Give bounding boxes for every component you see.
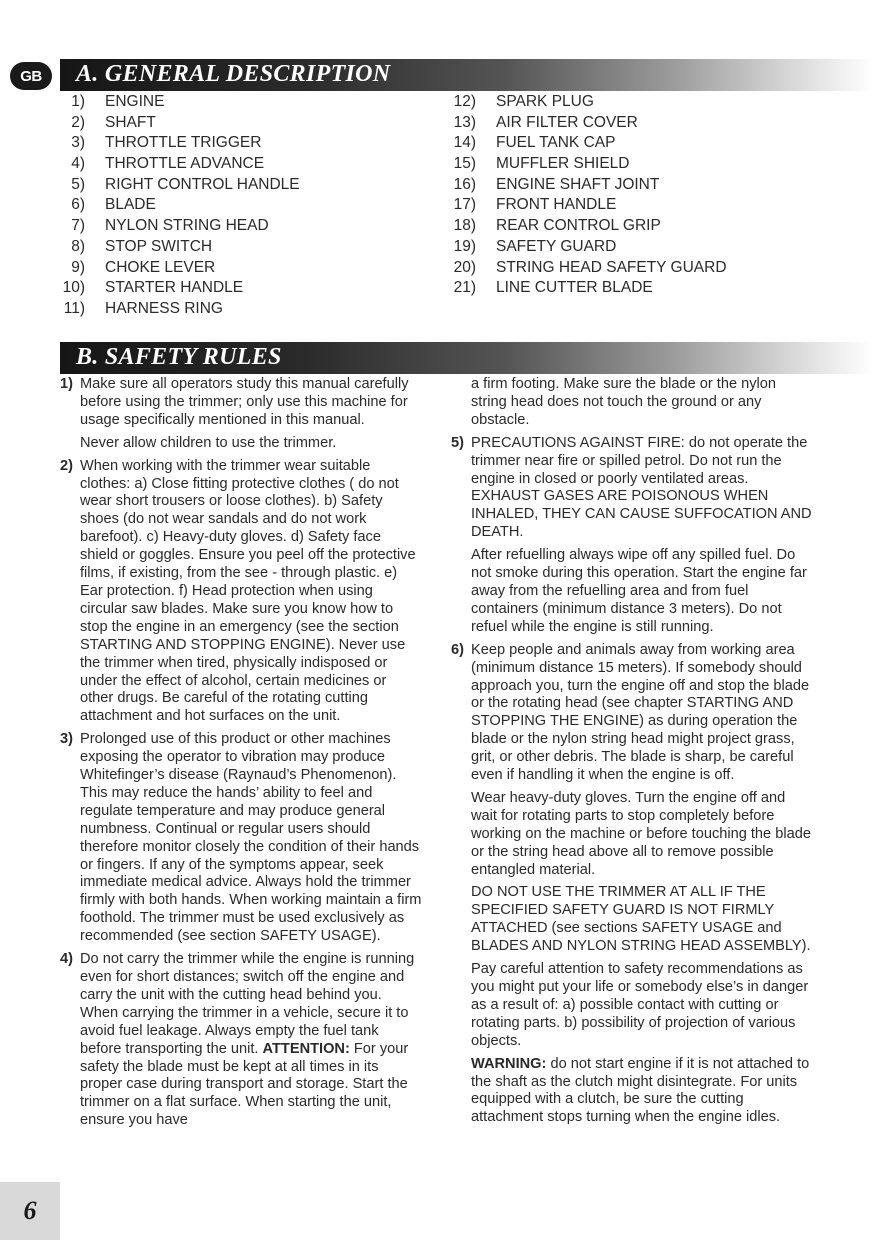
rule-paragraph: When working with the trimmer wear suitable clothes: a) Close fitting protective clothes ( do not wear short trousers or loose clothes). b) Safety shoes (do not wear sandals and do not work barefoot). c) Heavy-duty gloves. d) Safety face shield or goggles. Ensure you peel off the protective films, if existing, from the see - through plastic. e) Ear protection. f) Head protection when using circular saw blades. Make sure you know how to stop the engine in an emergency (see the section STARTING AND STOPPING ENGINE). Never use the trimmer when tired, physically indisposed or under the effect of alcohol, certain medicines or other drugs. Be careful of the rotating cutting attachment and hot surfaces on the unit. [80, 457, 416, 725]
part-item [60, 113, 440, 134]
rule-paragraph [471, 1056, 813, 1128]
part-number: 2) [71, 113, 85, 131]
part-name: HARNESS RING [105, 299, 223, 317]
part-number: 21) [453, 279, 476, 297]
warning-text: do not start engine if it is not attached to the shaft as the clutch might disintegrate. For units equipped with a clutch, be sure the cutting attachment stops turning when the engine idles. [471, 1055, 810, 1126]
rule-text: Do not carry the trimmer while the engine is running even for short distances; switch off the engine and carry the unit with the cutting head behind you. When carrying the trimmer in a vehicle, secure it to avoid fuel leakage. Always empty the fuel tank before transporting the unit. [80, 951, 415, 1057]
section-b-title: B. SAFETY RULES [76, 344, 282, 370]
rules-column-left [60, 376, 422, 1135]
part-number: 8) [71, 237, 85, 255]
part-number: 15) [453, 155, 476, 173]
part-item [60, 237, 440, 258]
rule-4 [60, 951, 422, 1130]
part-number: 6) [71, 196, 85, 214]
rule-4-continued: a firm footing. Make sure the blade or the nylon string head does not touch the ground or any obstacle. [471, 376, 777, 428]
language-badge: GB [10, 62, 52, 90]
rule-paragraph: Prolonged use of this product or other machines exposing the operator to vibration may produce Whitefinger’s disease (Raynaud’s Phenomenon). This may reduce the hands’ ability to feel and regulate temperature and may produce general numbness. Continual or regular users should therefore monitor closely the condition of their hands or fingers. If any of the symptoms appear, seek immediate medical advice. Always hold the trimmer firmly with both hands. When working maintain a firm foothold. The trimmer must be used exclusively as recommended (see section SAFETY USAGE). [80, 731, 422, 945]
rule-number: 3) [60, 731, 73, 748]
rule-5 [451, 435, 813, 637]
part-number: 17) [453, 196, 476, 214]
part-name: RIGHT CONTROL HANDLE [105, 175, 300, 193]
part-name: AIR FILTER COVER [496, 113, 638, 131]
part-number: 7) [71, 217, 85, 235]
part-item [451, 258, 831, 279]
part-item [60, 278, 440, 299]
part-name: THROTTLE ADVANCE [105, 155, 265, 173]
part-name: MUFFLER SHIELD [496, 155, 630, 173]
rule-number: 5) [451, 434, 464, 451]
part-number: 11) [63, 299, 85, 317]
rule-number: 2) [60, 457, 73, 474]
part-item [60, 175, 440, 196]
rule-paragraph: Wear heavy-duty gloves. Turn the engine off and wait for rotating parts to stop completely before working on the machine or before touching the blade or the string head above all to remove possible entangled material. [471, 789, 811, 878]
parts-list-left [60, 92, 440, 320]
part-name: FUEL TANK CAP [496, 134, 616, 152]
part-number: 10) [62, 279, 85, 297]
part-name: SAFETY GUARD [496, 237, 617, 255]
part-item [451, 92, 831, 113]
page-number: 6 [23, 1196, 37, 1225]
rule-1 [60, 376, 422, 453]
attention-text: For your safety the blade must be kept at all times in its proper case during transport and storage. Start the trimmer on a flat surface. When starting the unit, ensure you have [80, 1040, 409, 1129]
rule-number: 4) [60, 951, 73, 968]
part-number: 20) [453, 258, 476, 276]
rule-number: 1) [60, 376, 73, 392]
part-number: 3) [71, 134, 85, 152]
part-item [60, 299, 440, 320]
part-name: STARTER HANDLE [105, 279, 244, 297]
warning-label: WARNING: [471, 1055, 547, 1072]
part-item [60, 195, 440, 216]
part-item [451, 237, 831, 258]
rule-paragraph: Make sure all operators study this manual carefully before using the trimmer; only use this machine for usage specifically mentioned in this manual. [80, 376, 409, 428]
rule-3 [60, 731, 422, 946]
rule-number: 6) [451, 641, 464, 658]
rule-paragraph: Never allow children to use the trimmer. [80, 434, 337, 451]
part-number: 4) [71, 155, 85, 173]
section-a-title: A. GENERAL DESCRIPTION [76, 61, 391, 87]
part-number: 1) [71, 93, 85, 110]
part-item [60, 133, 440, 154]
part-item [451, 278, 831, 299]
part-name: LINE CUTTER BLADE [496, 279, 653, 297]
page-number-box [0, 1182, 60, 1240]
rule-paragraph: PRECAUTIONS AGAINST FIRE: do not operate the trimmer near fire or spilled petrol. Do not run the engine in closed or poorly ventilated areas. EXHAUST GASES ARE POISONOUS WHEN INHALED, THEY CAN CAUSE SUFFOCATION AND DEATH. [471, 434, 812, 541]
part-item [451, 175, 831, 196]
part-item [451, 113, 831, 134]
part-name: SHAFT [105, 113, 156, 131]
rule-paragraph: Keep people and animals away from working area (minimum distance 15 meters). If somebody should approach you, turn the engine off and stop the blade or the rotating head (see chapter STARTING AND STOPPING THE ENGINE) as during operation the blade or the nylon string head might project grass, grit, or other debris. The blade is sharp, be careful even if handling it when the engine is off. [471, 641, 810, 784]
attention-label: ATTENTION: [262, 1040, 350, 1057]
rule-paragraph: Pay careful attention to safety recommendations as you might put your life or somebody else’s in danger as a result of: a) possible contact with cutting or rotating parts. b) possibility of projection of various objects. [471, 961, 809, 1049]
part-item [60, 92, 440, 113]
part-number: 19) [453, 237, 476, 255]
section-a-header [60, 59, 873, 91]
part-name: REAR CONTROL GRIP [496, 217, 661, 235]
rules-column-right [451, 376, 813, 1132]
part-number: 14) [453, 134, 476, 152]
part-number: 13) [453, 113, 476, 131]
part-item [451, 154, 831, 175]
part-item [60, 154, 440, 175]
part-number: 9) [71, 258, 85, 276]
part-name: STOP SWITCH [105, 237, 213, 255]
rule-6 [451, 642, 813, 1128]
part-number: 5) [71, 175, 85, 193]
part-name: ENGINE [105, 93, 165, 110]
part-name: SPARK PLUG [496, 93, 594, 110]
part-number: 12) [453, 93, 476, 110]
part-item [451, 216, 831, 237]
rule-paragraph: After refuelling always wipe off any spilled fuel. Do not smoke during this operation. Start the engine far away from the refuelling area and from fuel containers (minimum distance 3 meters). Do not refuel while the engine is still running. [471, 547, 807, 635]
part-item [451, 133, 831, 154]
part-item [451, 195, 831, 216]
part-name: FRONT HANDLE [496, 196, 617, 214]
part-name: THROTTLE TRIGGER [105, 134, 262, 152]
parts-list-right [451, 92, 831, 299]
part-number: 16) [453, 175, 476, 193]
part-name: STRING HEAD SAFETY GUARD [496, 258, 727, 276]
rule-2 [60, 458, 422, 727]
part-name: CHOKE LEVER [105, 258, 216, 276]
rule-paragraph [80, 951, 422, 1130]
part-item [60, 258, 440, 279]
part-item [60, 216, 440, 237]
part-name: BLADE [105, 196, 156, 214]
section-b-header [60, 342, 873, 374]
rule-paragraph: DO NOT USE THE TRIMMER AT ALL IF THE SPECIFIED SAFETY GUARD IS NOT FIRMLY ATTACHED (see sections SAFETY USAGE and BLADES AND NYLON STRING HEAD ASSEMBLY). [471, 884, 811, 955]
part-name: NYLON STRING HEAD [105, 217, 269, 235]
part-name: ENGINE SHAFT JOINT [496, 175, 660, 193]
part-number: 18) [453, 217, 476, 235]
